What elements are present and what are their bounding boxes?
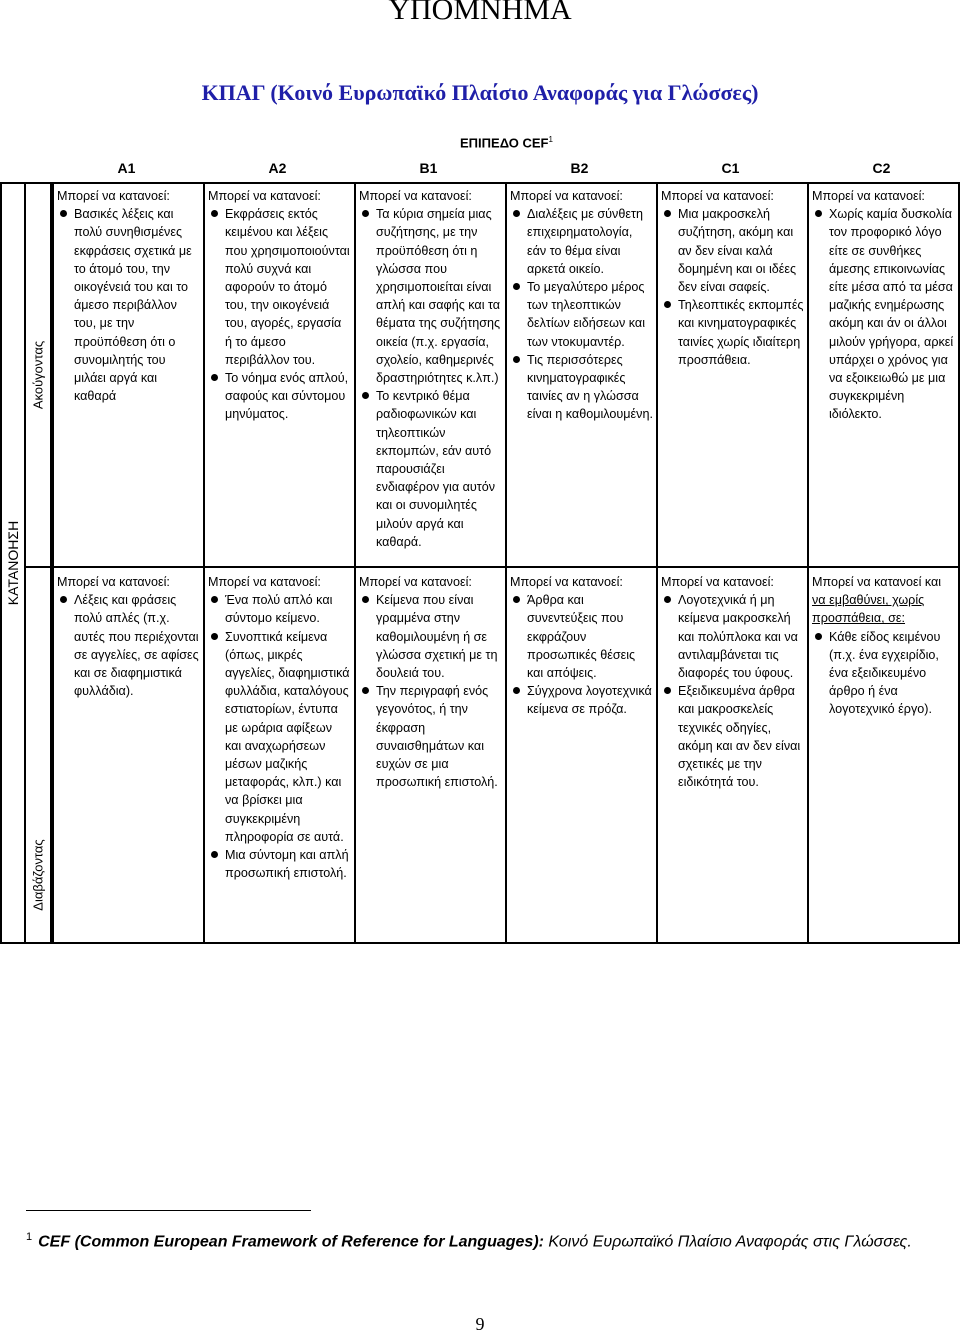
cell-heading: Μπορεί να κατανοεί: (208, 575, 321, 589)
list-item: Μια σύντομη και απλή προσωπική επιστολή. (208, 846, 351, 882)
cell-heading: Μπορεί να κατανοεί: (57, 189, 170, 203)
cell-reading-b2 (507, 573, 656, 719)
level-header-row (52, 160, 960, 182)
list-item: Διαλέξεις με σύνθετη επιχειρηματολογία, εάν το θέμα είναι αρκετά οικείο. (510, 205, 653, 278)
cell-heading-underlined: να εμβαθύνει, χωρίς προσπάθεια, σε: (812, 593, 925, 626)
list-item: Χωρίς καμία δυσκολία τον προφορικό λόγο είτε σε συνθήκες άμεσης επικοινωνίας είτε μέσα από τα μέσα μαζικής ενημέρωσης ακόμη και άν οι άλλοι μιλούν γρήγορα, αρκεί υπάρχει ο χρόνος για να εξοικειωθώ με μια συγκεκριμένη ιδιόλεκτο. (812, 205, 955, 423)
cell-heading: Μπορεί να κατανοεί: (359, 575, 472, 589)
level-a2: A2 (268, 160, 287, 176)
page-subtitle: ΚΠΑΓ (Κοινό Ευρωπαϊκό Πλαίσιο Αναφοράς για Γλώσσες) (201, 80, 759, 105)
cell-reading-c2 (809, 573, 958, 719)
list-item: Τα κύρια σημεία μιας συζήτησης, με την προϋπόθεση ότι η γλώσσα που χρησιμοποιείται είναι απλή και σαφής και τα θέματα της συζήτησης οικεία (π.χ. εργασία, σχολείο, καθημερινές δραστηριότητες κ.λπ.) (359, 205, 502, 387)
row-label-cell-reading (26, 566, 52, 944)
cell-listening-a2 (205, 187, 354, 424)
cell-heading: Μπορεί να κατανοεί: (661, 575, 774, 589)
row-label-reading: Διαβάζοντας (30, 838, 46, 911)
cell-heading (812, 573, 955, 628)
cell-reading-a2 (205, 573, 354, 882)
list-item: Λέξεις και φράσεις πολύ απλές (π.χ. αυτές που περιέχονται σε αγγελίες, σε αφίσες και σε διαφημιστικά φυλλάδια). (57, 591, 200, 700)
level-a1: A1 (117, 160, 136, 176)
footnote-number: 1 (26, 1231, 33, 1243)
list-item: Τηλεοπτικές εκπομπές και κινηματογραφικές ταινίες χωρίς ιδιαίτερη προσπάθεια. (661, 296, 804, 369)
level-b2: B2 (570, 160, 589, 176)
page-number: 9 (475, 1314, 485, 1334)
page-title: ΥΠΟΜΝΗΜΑ (388, 0, 572, 26)
footnote-divider (26, 1210, 311, 1211)
footnote-term: CEF (Common European Framework of Reference for Languages): (38, 1233, 544, 1251)
cell-listening-b1 (356, 187, 505, 551)
footnote-mark: 1 (548, 135, 553, 144)
cell-listening-a1 (54, 187, 203, 405)
cef-level-heading (460, 135, 553, 150)
group-label: ΚΑΤΑΝΟΗΣΗ (5, 520, 21, 606)
list-item: Λογοτεχνικά ή μη κείμενα μακροσκελή και πολύπλοκα και να αντιλαμβάνεται τις διαφορές του ύφους. (661, 591, 804, 682)
list-item: Το νόημα ενός απλού, σαφούς και σύντομου μηνύματος. (208, 369, 351, 424)
cell-heading-text: Μπορεί να κατανοεί και (812, 575, 942, 589)
cell-heading: Μπορεί να κατανοεί: (510, 189, 623, 203)
list-item: Σύγχρονα λογοτεχνικά κείμενα σε πρόζα. (510, 682, 653, 718)
list-item: Κείμενα που είναι γραμμένα στην καθομιλουμένη ή σε γλώσσα σχετική με τη δουλειά του. (359, 591, 502, 682)
cell-reading-a1 (54, 573, 203, 700)
footnote-text: Κοινό Ευρωπαϊκό Πλαίσιο Αναφοράς στις Γλώσσες. (543, 1233, 912, 1251)
list-item: Κάθε είδος κειμένου (π.χ. ένα εγχειρίδιο, ένα εξειδικευμένο άρθρο ή ένα λογοτεχνικό έργο). (812, 628, 955, 719)
group-label-cell (0, 182, 26, 944)
list-item: Βασικές λέξεις και πολύ συνηθισμένες εκφράσεις σχετικά με το άτομό του, την οικογένειά του και το άμεσο περιβάλλον του, με την προϋπόθεση ότι ο συνομιλητής του μιλάει αργά και καθαρά (57, 205, 200, 405)
list-item: Μια μακροσκελή συζήτηση, ακόμη και αν δεν είναι καλά δομημένη και οι ιδέες δεν είναι σαφείς. (661, 205, 804, 296)
cell-heading: Μπορεί να κατανοεί: (57, 575, 170, 589)
level-b1: B1 (419, 160, 438, 176)
list-item: Το μεγαλύτερο μέρος των τηλεοπτικών δελτίων ειδήσεων και των ντοκυμαντέρ. (510, 278, 653, 351)
cell-listening-c2 (809, 187, 958, 424)
list-item: Την περιγραφή ενός γεγονότος, ή την έκφραση συναισθημάτων και ευχών σε μια προσωπική επιστολή. (359, 682, 502, 791)
level-c2: C2 (872, 160, 891, 176)
level-c1: C1 (721, 160, 740, 176)
cell-heading: Μπορεί να κατανοεί: (661, 189, 774, 203)
row-label-cell-listening (26, 182, 52, 568)
cef-table (52, 182, 960, 944)
cell-heading: Μπορεί να κατανοεί: (510, 575, 623, 589)
cell-heading: Μπορεί να κατανοεί: (812, 189, 925, 203)
list-item: Το κεντρικό θέμα ραδιοφωνικών και τηλεοπτικών εκπομπών, εάν αυτό παρουσιάζει ενδιαφέρον για αυτόν και οι συνομιλητές μιλούν αργά και καθαρά. (359, 387, 502, 551)
cell-reading-c1 (658, 573, 807, 791)
list-item: Συνοπτικά κείμενα (όπως, μικρές αγγελίες, διαφημιστικά φυλλάδια, καταλόγους εστιατορίων, έντυπα με ωράρια αφίξεων και αναχωρήσεων μέσων μαζικής μεταφοράς, κλπ.) και να βρίσκει μια συγκεκριμένη πληροφορία σε αυτά. (208, 628, 351, 846)
cef-label: ΕΠΙΠΕΔΟ CEF (460, 135, 549, 151)
list-item: Τις περισσότερες κινηματογραφικές ταινίες αν η γλώσσα είναι η καθομιλουμένη. (510, 351, 653, 424)
cell-heading: Μπορεί να κατανοεί: (359, 189, 472, 203)
cell-reading-b1 (356, 573, 505, 791)
cell-heading: Μπορεί να κατανοεί: (208, 189, 321, 203)
list-item: Ένα πολύ απλό και σύντομο κείμενο. (208, 591, 351, 627)
list-item: Εξειδικευμένα άρθρα και μακροσκελείς τεχνικές οδηγίες, ακόμη και αν δεν είναι σχετικές με την ειδικότητά του. (661, 682, 804, 791)
footnote (26, 1225, 936, 1254)
list-item: Άρθρα και συνεντεύξεις που εκφράζουν προσωπικές θέσεις και απόψεις. (510, 591, 653, 682)
cell-listening-c1 (658, 187, 807, 369)
list-item: Εκφράσεις εκτός κειμένου και λέξεις που χρησιμοποιούνται πολύ συχνά και αφορούν το άτομό του, την οικογένειά του, αγορές, εργασία ή το άμεσο περιβάλλον του. (208, 205, 351, 369)
cell-listening-b2 (507, 187, 656, 424)
row-label-listening: Ακούγοντας (30, 340, 46, 410)
